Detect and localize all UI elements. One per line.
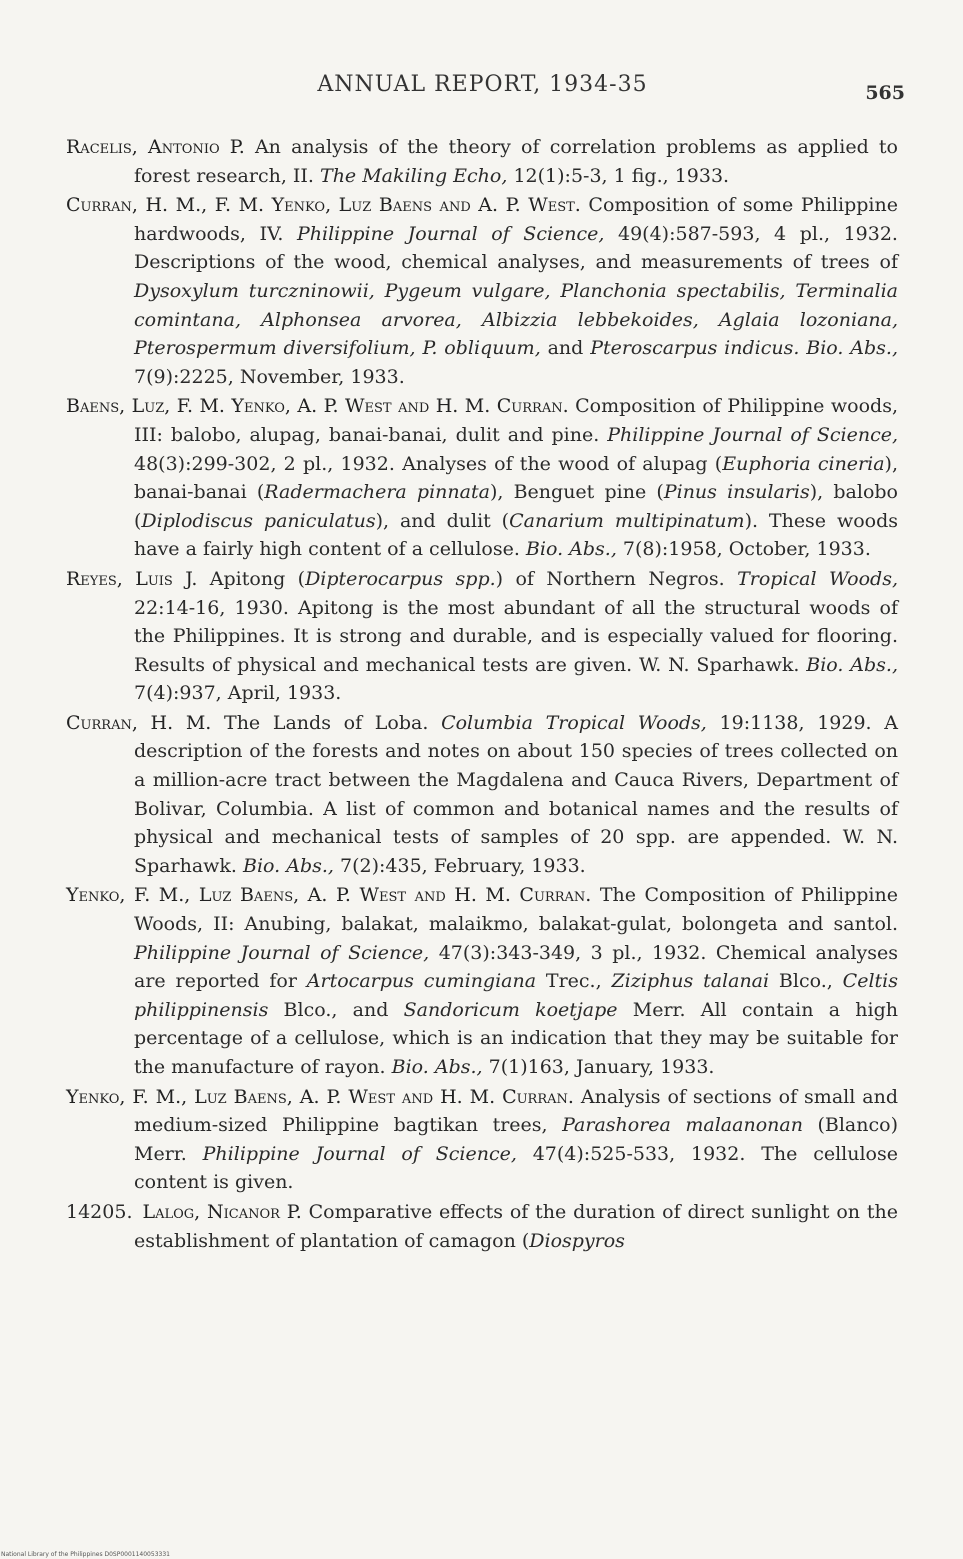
entry-author: Reyes, Luis J. <box>66 567 198 590</box>
bibliography-entry <box>66 1198 898 1255</box>
entry-italic-text: Philippine Journal of Science, <box>202 1142 517 1165</box>
bibliography-entry <box>66 565 898 708</box>
entry-italic-text: Diospyros <box>529 1229 625 1252</box>
entry-italic-text: Celtis philippinensis <box>134 970 898 1021</box>
bibliography-entry <box>66 392 898 564</box>
entry-author: Racelis, Antonio P. <box>66 136 245 158</box>
entry-text: 7(4):937, April, 1933. <box>134 682 342 705</box>
entry-italic-text: The Makiling Echo, <box>320 164 508 187</box>
entry-author: Yenko, F. M., Luz Baens, A. P. West and H. M. Curran. <box>66 1085 574 1108</box>
entry-text: 22:14-16, 1930. Apitong is the most abundant of all the structural woods of the Philippines. It is strong and durable, and is especially valued for flooring. Results of physical and mechanical tests are given. W. N. Sparhawk. <box>134 596 898 676</box>
entry-text: 7(1)163, January, 1933. <box>482 1056 715 1078</box>
entry-text: Apitong ( <box>197 567 306 590</box>
entry-italic-text: Philippine Journal of Science, <box>607 423 898 446</box>
entry-italic-text: Bio. Abs., <box>391 1056 483 1078</box>
entry-italic-text: Pinus insularis <box>663 481 810 504</box>
page-header <box>60 72 905 112</box>
entry-italic-text: Canarium multipinatum <box>509 509 745 532</box>
scan-credit: National Library of the Philippines D0SP0001140053331 <box>1 1551 170 1558</box>
entry-text: ), balobo ( <box>134 481 898 532</box>
entry-italic-text: Bio. Abs., <box>243 854 334 877</box>
entry-text: Composition of some Philippine hardwoods, IV. <box>134 194 898 245</box>
entry-text: The Composition of Philippine Woods, II: Anubing, balakat, malaikmo, balakat-gulat, bolongeta and santol. <box>134 884 898 936</box>
entry-text: Blco., <box>769 970 843 993</box>
entry-italic-text: Parashorea malaanonan <box>562 1114 803 1137</box>
entry-italic-text: Euphoria cineria <box>722 452 885 475</box>
entry-italic-text: Bio. Abs., <box>525 538 617 561</box>
entry-author: Lalog, Nicanor P. <box>142 1200 302 1223</box>
entry-italic-text: Dysoxylum turczninowii, Pygeum vulgare, Planchonia spectabilis, Terminalia comintana, Alphonsea arvorea, Albizzia lebbekoides, Aglaia lozoniana, Pterospermum diversifolium, P. obliquum, <box>134 279 898 360</box>
entry-text: 47(3):343-349, 3 pl., 1932. Chemical analyses are reported for <box>134 941 898 993</box>
entry-author: Baens, Luz, F. M. Yenko, A. P. West and H. M. Curran. <box>66 395 569 418</box>
entry-italic-text: Radermachera pinnata <box>264 481 490 504</box>
entry-text: Blco., and <box>268 998 404 1021</box>
running-head: ANNUAL REPORT, 1934-35 <box>317 72 648 97</box>
entry-text: 47(4):525-533, 1932. The cellulose content is given. <box>134 1142 898 1194</box>
entry-text: 12(1):5-3, 1 fig., 1933. <box>507 164 730 187</box>
entry-text: ). These woods have a fairly high content of a cellulose. <box>134 509 898 561</box>
entry-italic-text: Philippine Journal of Science, <box>134 941 430 964</box>
entry-text: 7(8):1958, October, 1933. <box>616 538 871 561</box>
bibliography-entry <box>66 881 898 1081</box>
entry-text: and <box>540 337 591 360</box>
bibliography-entry <box>66 1083 898 1197</box>
bibliography-list <box>66 133 898 1256</box>
bibliography-entry <box>66 133 898 190</box>
entry-text: Analysis of sections of small and medium-sized Philippine bagtikan trees, <box>134 1085 898 1137</box>
entry-author: Curran, H. M. <box>66 711 212 734</box>
entry-text: An analysis of the theory of correlation problems as applied to forest research, II. <box>134 136 898 187</box>
entry-italic-text: Pteroscarpus indicus. Bio. Abs., <box>590 337 899 360</box>
entry-text: Composition of Philippine woods, III: balobo, alupag, banai-banai, dulit and pine. <box>134 395 898 446</box>
entry-text: ), banai-banai ( <box>134 452 898 504</box>
entry-text: ), Benguet pine ( <box>489 481 664 504</box>
entry-text: 48(3):299-302, 2 pl., 1932. Analyses of the wood of alupag ( <box>134 452 723 475</box>
entry-italic-text: Columbia Tropical Woods, <box>441 711 707 734</box>
entry-text: 19:1138, 1929. A description of the forests and notes on about 150 species of trees collected on a million-acre tract between the Magdalena and Cauca Rivers, Department of Bolivar, Columbia. A list of common and botanical names and the results of physical and mechanical tests of samples of 20 spp. are appended. W. N. Sparhawk. <box>134 711 898 877</box>
entry-text: 49(4):587-593, 4 pl., 1932. Descriptions of the wood, chemical analyses, and measurements of trees of <box>134 222 898 274</box>
entry-text: ) of Northern Negros. <box>495 567 738 590</box>
entry-text: (Blanco) Merr. <box>134 1114 898 1165</box>
bibliography-entry <box>66 709 898 881</box>
bibliography-entry <box>66 191 898 391</box>
entry-italic-text: Philippine Journal of Science, <box>296 222 605 245</box>
entry-italic-text: Sandoricum koetjape <box>403 998 618 1021</box>
entry-italic-text: Diplodiscus paniculatus <box>141 509 376 532</box>
entry-italic-text: Tropical Woods, <box>737 567 899 590</box>
entry-text: 7(2):435, February, 1933. <box>333 854 586 877</box>
entry-text: Trec., <box>536 970 612 993</box>
entry-text: ), and dulit ( <box>375 509 510 532</box>
entry-text: Merr. All contain a high percentage of a cellulose, which is an indication that they may be suitable for the manufacture of rayon. <box>134 998 898 1078</box>
page-number: 565 <box>865 82 905 104</box>
entry-text: The Lands of Loba. <box>211 711 442 734</box>
entry-text: 7(9):2225, November, 1933. <box>134 365 405 388</box>
entry-italic-text: Bio. Abs., <box>806 653 899 676</box>
entry-text: Comparative effects of the duration of direct sunlight on the establishment of plantation of camagon ( <box>134 1200 898 1252</box>
entry-author: Curran, H. M., F. M. Yenko, Luz Baens and A. P. West. <box>66 194 581 217</box>
entry-number: 14205. <box>66 1200 133 1223</box>
entry-italic-text: Dipterocarpus spp. <box>305 567 496 590</box>
entry-author: Yenko, F. M., Luz Baens, A. P. West and H. M. Curran. <box>66 884 592 907</box>
entry-italic-text: Artocarpus cumingiana <box>306 970 537 993</box>
entry-italic-text: Ziziphus talanai <box>611 970 770 993</box>
